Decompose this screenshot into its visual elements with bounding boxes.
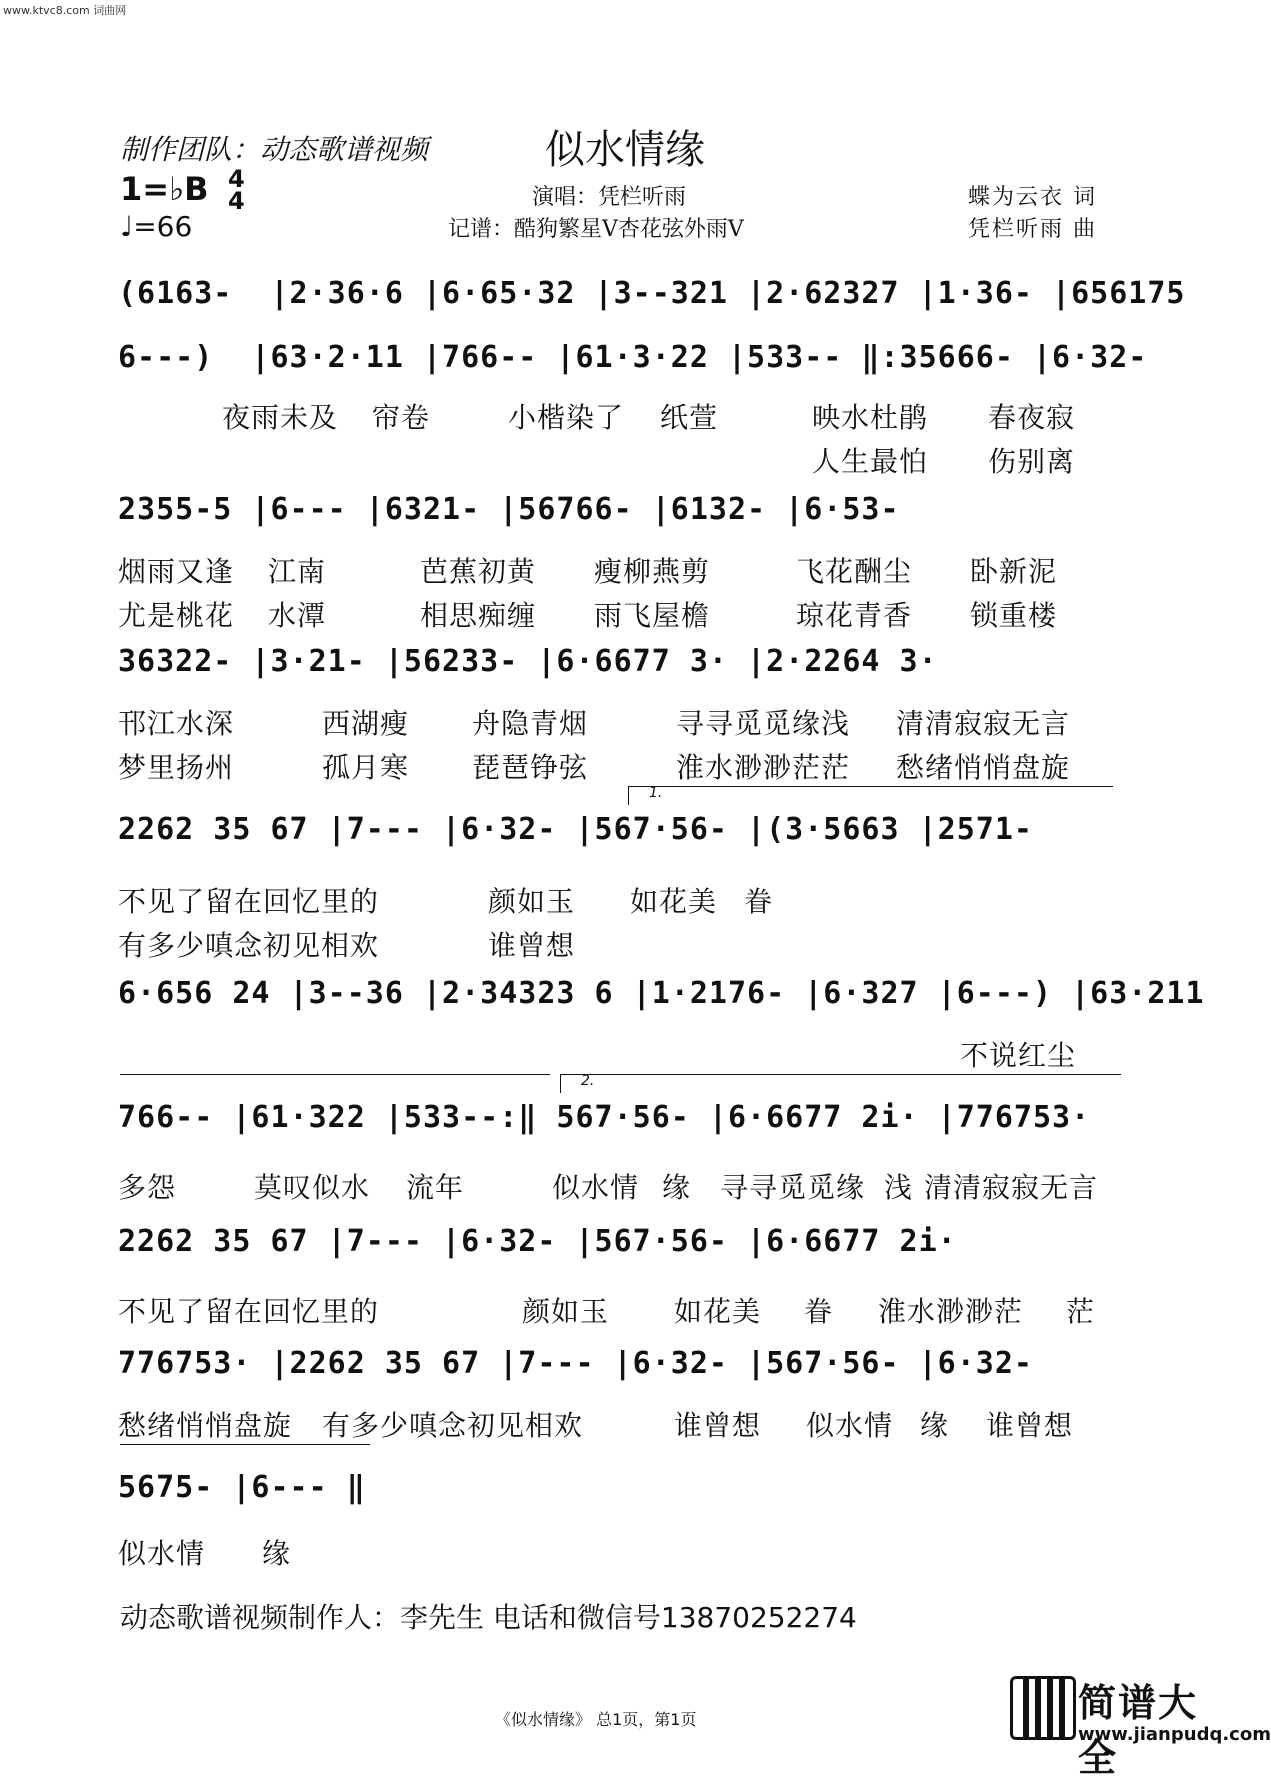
lyric: 淮水渺渺茫	[878, 1295, 1024, 1328]
lyric: 水潭	[268, 599, 327, 632]
score-row-10	[0, 1470, 1240, 1530]
lyric: 似水情	[118, 1537, 206, 1570]
lyric: 江南	[268, 555, 327, 588]
lyric: 多怨	[118, 1171, 177, 1204]
lyric: 淮水渺渺茫茫	[676, 751, 851, 784]
lyric: 西湖瘦	[322, 707, 410, 740]
lyric: 邗江水深	[118, 707, 235, 740]
lyric: 缘	[920, 1409, 950, 1442]
notation-line: 6·656 24 |3--36 |2·34323 6 |1·2176- |6·327 |6---) |63·211	[118, 976, 1205, 1011]
lyric: 似水情	[552, 1171, 640, 1204]
volta-1-extension	[120, 1074, 550, 1075]
lyric: 人生最怕	[812, 445, 929, 478]
lyricist: 蝶为云衣 词	[968, 185, 1097, 210]
score-row-2	[0, 340, 1240, 400]
lyric: 谁曾想	[986, 1409, 1074, 1442]
key-signature: 1=♭B	[120, 170, 209, 208]
song-title: 似水情缘	[545, 127, 705, 173]
lyric: 卧新泥	[970, 555, 1058, 588]
lyric: 不说红尘	[960, 1039, 1077, 1072]
site-logo	[1010, 1672, 1271, 1780]
notation-line: 766-- |61·322 |533--:‖ 567·56- |6·6677 2i· |776753·	[118, 1100, 1091, 1135]
lyric: 尤是桃花	[118, 599, 235, 632]
producer-contact: 动态歌谱视频制作人：李先生 电话和微信号13870252274	[120, 1601, 857, 1634]
lyric: 寻寻觅觅缘	[720, 1171, 866, 1204]
lyric: 浅	[884, 1171, 914, 1204]
lyric: 眷	[804, 1295, 834, 1328]
notation-line: 776753· |2262 35 67 |7--- |6·32- |567·56- |6·32-	[118, 1346, 1033, 1381]
lyric: 舟隐青烟	[472, 707, 589, 740]
lyric: 琵琶铮弦	[472, 751, 589, 784]
meter-top: 4	[228, 165, 245, 193]
volta-2-bracket	[560, 1074, 1121, 1093]
notation-line: 5675- |6--- ‖	[118, 1470, 366, 1505]
lyric: 瘦柳燕剪	[594, 555, 711, 588]
volta-1-label: 1.	[649, 785, 663, 801]
lyric: 孤月寒	[322, 751, 410, 784]
lyric: 帘卷	[372, 401, 431, 434]
piano-keys-icon	[1010, 1676, 1076, 1740]
lyric: 清清寂寂无言	[924, 1171, 1099, 1204]
volta-2-label: 2.	[581, 1073, 595, 1089]
lyric: 伤别离	[988, 445, 1076, 478]
lyric: 颜如玉	[488, 885, 576, 918]
notation-line: 2262 35 67 |7--- |6·32- |567·56- |6·6677 2i·	[118, 1224, 957, 1259]
volta-1-bracket	[628, 786, 1113, 805]
lyric: 锁重楼	[970, 599, 1058, 632]
lyric: 似水情	[806, 1409, 894, 1442]
notation-line: 2262 35 67 |7--- |6·32- |567·56- |(3·5663 |2571-	[118, 812, 1033, 847]
meter-bottom: 4	[228, 187, 245, 215]
score-row-9	[0, 1346, 1240, 1406]
lyric: 缘	[262, 1537, 292, 1570]
lyric: 谁曾想	[674, 1409, 762, 1442]
lyric: 不见了留在回忆里的	[118, 885, 380, 918]
logo-text: 简谱大全	[1078, 1681, 1199, 1780]
page-footer: 《似水情缘》 总1页，第1页	[495, 1710, 697, 1729]
lyric: 清清寂寂无言	[896, 707, 1071, 740]
notation-line: (6163- |2·36·6 |6·65·32 |3--321 |2·62327 |1·36- |656175	[118, 276, 1186, 311]
score-row-4	[0, 644, 1240, 704]
lyric: 如花美	[674, 1295, 762, 1328]
lyric: 愁绪悄悄盘旋	[896, 751, 1071, 784]
watermark: www.ktvc8.com 词曲网	[3, 4, 127, 17]
lyric: 芭蕉初黄	[420, 555, 537, 588]
volta-extension	[120, 1444, 370, 1445]
lyric: 眷	[744, 885, 774, 918]
score-row-6	[0, 976, 1240, 1036]
notator: 记谱：酷狗繁星V杏花弦外雨V	[448, 217, 744, 242]
singer: 演唱：凭栏听雨	[532, 185, 687, 210]
logo-url: www.jianpudq.com	[1078, 1724, 1271, 1745]
lyric: 纸萱	[660, 401, 719, 434]
lyric: 飞花酬尘	[796, 555, 913, 588]
lyric: 流年	[406, 1171, 465, 1204]
score-row-5	[0, 812, 1240, 872]
score-row-3	[0, 492, 1240, 552]
lyric: 茫	[1066, 1295, 1096, 1328]
notation-line: 36322- |3·21- |56233- |6·6677 3· |2·2264 3·	[118, 644, 938, 679]
lyric: 莫叹似水	[254, 1171, 371, 1204]
lyric: 小楷染了	[508, 401, 625, 434]
score-row-1	[0, 276, 1240, 336]
lyric: 夜雨未及	[222, 401, 339, 434]
score-row-7	[0, 1100, 1240, 1160]
lyric: 如花美	[630, 885, 718, 918]
notation-line: 6---) |63·2·11 |766-- |61·3·22 |533-- ‖:35666- |6·32-	[118, 340, 1148, 375]
lyric: 颜如玉	[522, 1295, 610, 1328]
lyric: 不见了留在回忆里的	[118, 1295, 380, 1328]
tempo: ♩=66	[120, 210, 193, 243]
notation-line: 2355-5 |6--- |6321- |56766- |6132- |6·53-	[118, 492, 900, 527]
lyric: 雨飞屋檐	[594, 599, 711, 632]
lyric: 寻寻觅觅缘浅	[676, 707, 851, 740]
lyric: 琼花青香	[796, 599, 913, 632]
lyric: 映水杜鹃	[812, 401, 929, 434]
lyric: 梦里扬州	[118, 751, 235, 784]
lyric: 有多少嗔念初见相欢	[322, 1409, 584, 1442]
lyric: 愁绪悄悄盘旋	[118, 1409, 293, 1442]
lyric: 有多少嗔念初见相欢	[118, 929, 380, 962]
time-signature	[228, 165, 245, 215]
production-team: 制作团队：动态歌谱视频	[120, 133, 429, 166]
composer: 凭栏听雨 曲	[968, 217, 1097, 242]
lyric: 相思痴缠	[420, 599, 537, 632]
lyric: 谁曾想	[488, 929, 576, 962]
score-row-8	[0, 1224, 1240, 1284]
lyric: 烟雨又逢	[118, 555, 235, 588]
lyric: 春夜寂	[988, 401, 1076, 434]
lyric: 缘	[662, 1171, 692, 1204]
